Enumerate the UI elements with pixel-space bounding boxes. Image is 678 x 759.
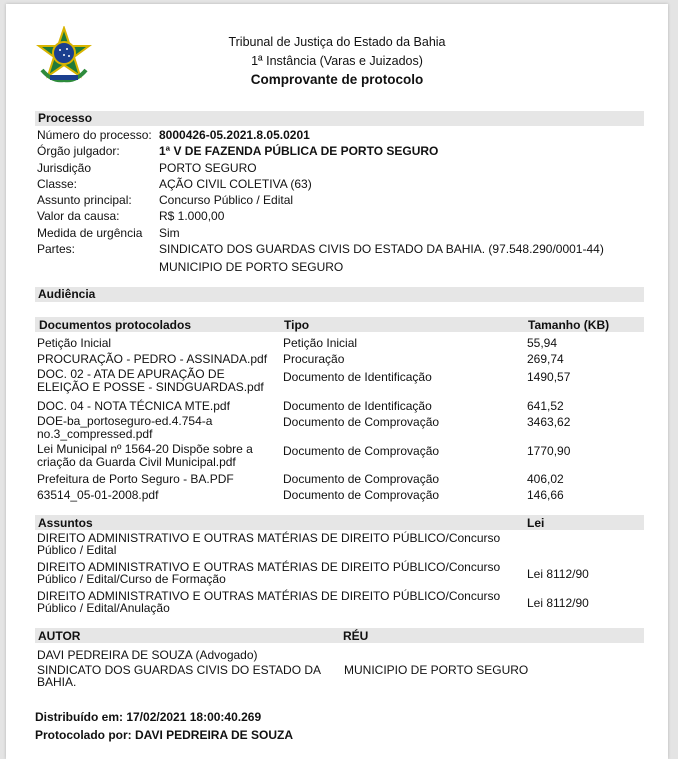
assunto-item: DIREITO ADMINISTRATIVO E OUTRAS MATÉRIAS DE DIREITO PÚBLICO/Concurso Público / Edital/Curso de Formação — [37, 560, 501, 586]
page-title: Comprovante de protocolo — [250, 72, 424, 87]
doc-size: 1770,90 — [527, 444, 571, 458]
audiencia-section-header: Audiência — [35, 287, 644, 302]
doc-type: Documento de Comprovação — [283, 444, 440, 458]
medida-urgencia: Sim — [159, 226, 180, 240]
parte-autor: SINDICATO DOS GUARDAS CIVIS DO ESTADO DA BAHIA. (97.548.290/0001-44) — [159, 242, 604, 256]
doc-type: Petição Inicial — [283, 336, 358, 350]
field-label: Assunto principal: — [37, 193, 132, 207]
reu-name: MUNICIPIO DE PORTO SEGURO — [344, 663, 529, 677]
assunto-item: DIREITO ADMINISTRATIVO E OUTRAS MATÉRIAS DE DIREITO PÚBLICO/Concurso Público / Edital — [37, 531, 501, 557]
parte-reu: MUNICIPIO DE PORTO SEGURO — [159, 260, 344, 274]
assunto-lei: Lei 8112/90 — [527, 567, 589, 581]
col-header-tamanho: Tamanho (KB) — [528, 318, 610, 332]
distribuido-em: Distribuído em: 17/02/2021 18:00:40.269 — [35, 710, 262, 724]
col-header-documentos: Documentos protocolados — [39, 318, 192, 332]
advogado: DAVI PEDREIRA DE SOUZA (Advogado) — [37, 648, 258, 662]
processo-section-header: Processo — [35, 111, 644, 126]
doc-name: DOC. 02 - ATA DE APURAÇÃO DE ELEIÇÃO E POSSE - SINDGUARDAS.pdf — [37, 367, 264, 394]
doc-size: 269,74 — [527, 352, 564, 366]
field-label: Valor da causa: — [37, 209, 120, 223]
field-label: Medida de urgência — [37, 226, 143, 240]
assunto-lei: Lei 8112/90 — [527, 596, 589, 610]
jurisdicao: PORTO SEGURO — [159, 161, 257, 175]
assuntos-header-bar — [35, 515, 644, 530]
classe: AÇÃO CIVIL COLETIVA (63) — [159, 177, 312, 191]
doc-type: Procuração — [283, 352, 345, 366]
field-label: Jurisdição — [37, 161, 92, 175]
doc-type: Documento de Comprovação — [283, 488, 440, 502]
field-label: Classe: — [37, 177, 78, 191]
doc-name: DOE-ba_portoseguro-ed.4.754-ano.3_compressed.pdf — [37, 414, 213, 441]
doc-name: 63514_05-01-2008.pdf — [37, 488, 159, 502]
process-number: 8000426-05.2021.8.05.0201 — [159, 128, 310, 142]
partes-header-bar — [35, 628, 644, 643]
doc-name: Prefeitura de Porto Seguro - BA.PDF — [37, 472, 234, 486]
doc-name: PROCURAÇÃO - PEDRO - ASSINADA.pdf — [37, 352, 268, 366]
assunto-item: DIREITO ADMINISTRATIVO E OUTRAS MATÉRIAS DE DIREITO PÚBLICO/Concurso Público / Edital/Anulação — [37, 589, 501, 615]
doc-size: 641,52 — [527, 399, 564, 413]
orgao-julgador: 1ª V DE FAZENDA PÚBLICA DE PORTO SEGURO — [159, 144, 439, 158]
field-label: Partes: — [37, 242, 76, 256]
field-label: Órgão julgador: — [37, 144, 120, 158]
assuntos-section-header: Assuntos — [38, 516, 93, 530]
doc-size: 146,66 — [527, 488, 564, 502]
valor-causa: R$ 1.000,00 — [159, 209, 225, 223]
doc-name: Lei Municipal nº 1564-20 Dispõe sobre a criação da Guarda Civil Municipal.pdf — [37, 442, 253, 469]
field-label: Número do processo: — [37, 128, 152, 142]
doc-size: 406,02 — [527, 472, 564, 486]
doc-name: DOC. 04 - NOTA TÉCNICA MTE.pdf — [37, 399, 230, 413]
doc-size: 55,94 — [527, 336, 558, 350]
col-header-tipo: Tipo — [284, 318, 310, 332]
doc-size: 3463,62 — [527, 415, 571, 429]
court-name: Tribunal de Justiça do Estado da Bahia — [228, 35, 446, 49]
doc-type: Documento de Identificação — [283, 370, 432, 384]
doc-type: Documento de Identificação — [283, 399, 432, 413]
protocolado-por: Protocolado por: DAVI PEDREIRA DE SOUZA — [35, 728, 294, 742]
doc-type: Documento de Comprovação — [283, 415, 440, 429]
assunto-principal: Concurso Público / Edital — [159, 193, 294, 207]
reu-header: RÉU — [343, 629, 369, 643]
doc-size: 1490,57 — [527, 370, 571, 384]
doc-name: Petição Inicial — [37, 336, 112, 350]
autor-name: SINDICATO DOS GUARDAS CIVIS DO ESTADO DA BAHIA. — [37, 663, 321, 689]
autor-header: AUTOR — [38, 629, 81, 643]
document-page — [6, 4, 668, 759]
court-instance: 1ª Instância (Varas e Juizados) — [251, 54, 423, 68]
doc-type: Documento de Comprovação — [283, 472, 440, 486]
lei-header: Lei — [527, 516, 545, 530]
